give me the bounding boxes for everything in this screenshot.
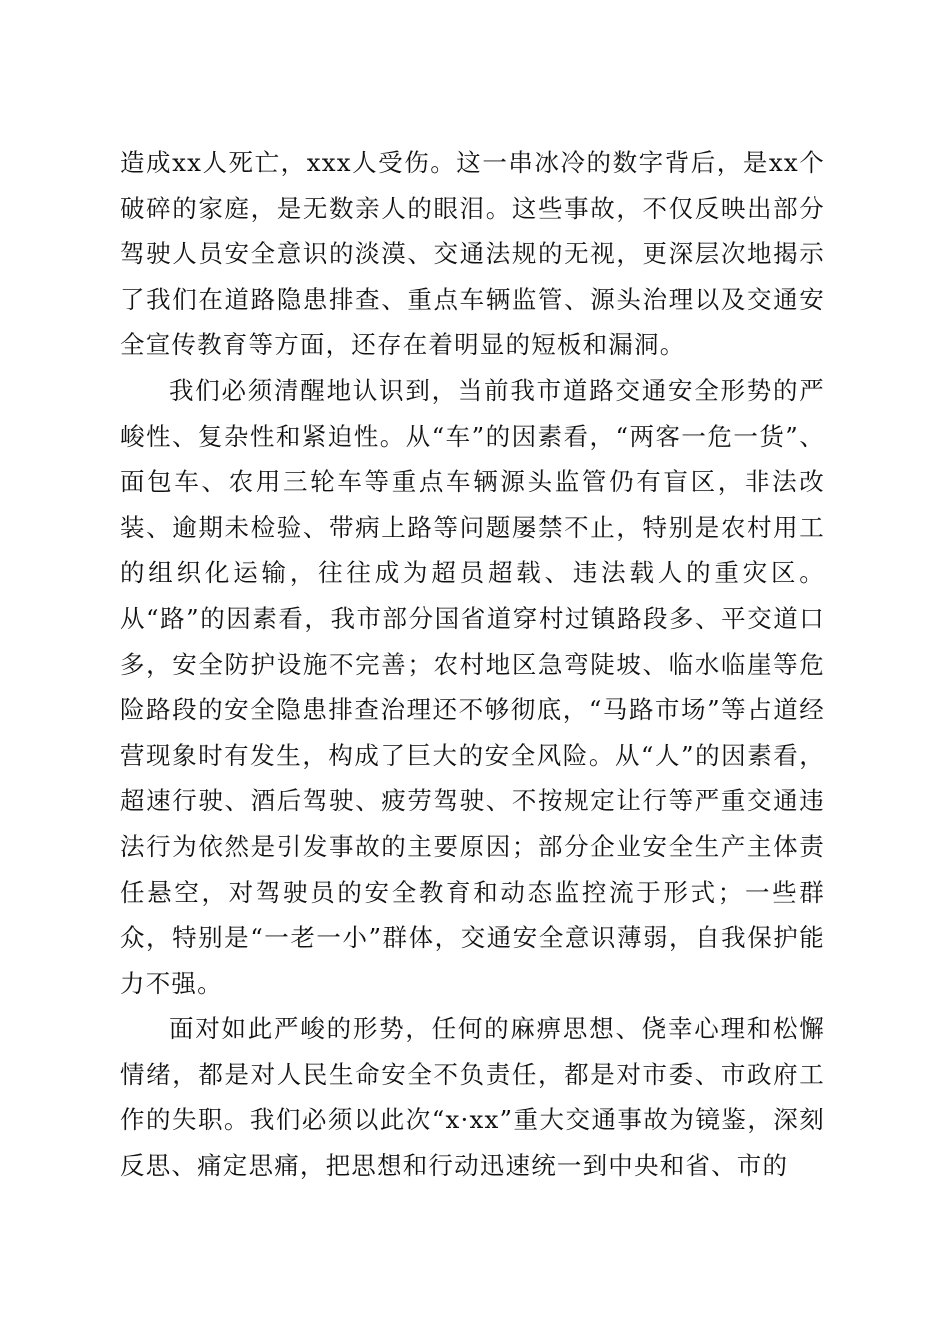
paragraph-2: 我们必须清醒地认识到，当前我市道路交通安全形势的严峻性、复杂性和紧迫性。从“车”的因素看，“两客一危一货”、面包车、农用三轮车等重点车辆源头监管仍有盲区，非法改装、逾期未检验、带病上路等问题屡禁不止，特别是农村用工的组织化运输，往往成为超员超载、违法载人的重灾区。从“路”的因素看，我市部分国省道穿村过镇路段多、平交道口多，安全防护设施不完善；农村地区急弯陡坡、临水临崖等危险路段的安全隐患排查治理还不够彻底，“马路市场”等占道经营现象时有发生，构成了巨大的安全风险。从“人”的因素看，超速行驶、酒后驾驶、疲劳驾驶、不按规定让行等严重交通违法行为依然是引发事故的主要原因；部分企业安全生产主体责任悬空，对驾驶员的安全教育和动态监控流于形式；一些群众，特别是“一老一小”群体，交通安全意识薄弱，自我保护能力不强。 (120, 375, 825, 998)
paragraph-3: 面对如此严峻的形势，任何的麻痹思想、侥幸心理和松懈情绪，都是对人民生命安全不负责任，都是对市委、市政府工作的失职。我们必须以此次“x·xx”重大交通事故为镜鉴，深刻反思、痛定思痛，把思想和行动迅速统一到中央和省、市的 (120, 1014, 825, 1181)
paragraph-1: 造成xx人死亡，xxx人受伤。这一串冰冷的数字背后，是xx个破碎的家庭，是无数亲人的眼泪。这些事故，不仅反映出部分驾驶人员安全意识的淡漠、交通法规的无视，更深层次地揭示了我们在道路隐患排查、重点车辆监管、源头治理以及交通安全宣传教育等方面，还存在着明显的短板和漏洞。 (120, 148, 825, 360)
document-body (120, 140, 825, 1189)
